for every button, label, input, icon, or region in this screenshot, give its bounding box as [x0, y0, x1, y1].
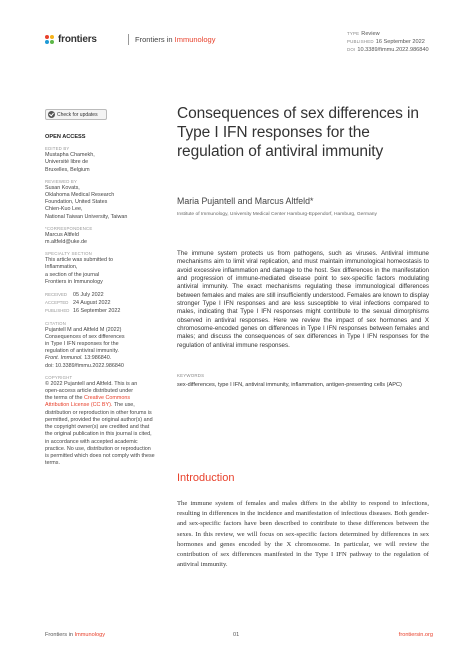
edited-by-line: Bruxelles, Belgium: [45, 166, 90, 173]
date-label: RECEIVED: [45, 292, 67, 298]
article-title: Consequences of sex differences in Type I IFN responses for the regulation of antiviral immunity: [177, 105, 419, 160]
reviewer-line: Chien-Kuo Lee,: [45, 206, 83, 213]
edited-by-section: [45, 146, 155, 174]
specialty-section: [45, 251, 155, 286]
citation-line: in Type I IFN responses for the: [45, 341, 119, 348]
footer-journal-accent: Immunology: [74, 632, 105, 638]
citation-journal-line: [45, 355, 155, 362]
specialty-label: SPECIALTY SECTION: [45, 251, 92, 257]
check-updates-label: Check for updates: [57, 111, 98, 118]
keywords-list: sex-differences, type I IFN, antiviral immunity, inflammation, antigen-presenting cells (APC): [177, 382, 402, 388]
copyright-line: the terms of the: [45, 395, 84, 402]
date-value: 16 September 2022: [73, 308, 121, 315]
date-value: 05 July 2022: [73, 292, 104, 299]
date-row: [45, 299, 155, 307]
type-value: Review: [361, 31, 380, 37]
article-authors: Maria Pujantell and Marcus Altfeld*: [177, 196, 314, 206]
correspondence-name: Marcus Altfeld: [45, 231, 79, 238]
cc-license-link[interactable]: Creative Commons Attribution License (CC BY).: [45, 395, 131, 409]
copyright-text: [45, 395, 155, 467]
citation-section: [45, 321, 155, 370]
date-value: 24 August 2022: [73, 300, 111, 307]
citation-label: CITATION: [45, 320, 67, 326]
journal-accent: Immunology: [174, 35, 216, 44]
edited-by-line: Mustapha Chamekh,: [45, 152, 95, 159]
published-value: 16 September 2022: [375, 39, 425, 45]
journal-name[interactable]: [135, 35, 215, 44]
keywords-label: KEYWORDS: [177, 373, 205, 378]
specialty-line: This article was submitted to: [45, 257, 114, 264]
frontiers-logo-icon: [45, 35, 55, 45]
reviewer-line: Susan Kovats,: [45, 184, 80, 191]
doi-value[interactable]: 10.3389/fimmu.2022.986840: [357, 47, 429, 53]
correspondence-section: [45, 226, 155, 246]
edited-by-label: EDITED BY: [45, 146, 70, 152]
citation-line: Consequences of sex differences: [45, 333, 125, 340]
reviewed-by-label: REVIEWED BY: [45, 178, 78, 184]
page-number: 01: [233, 632, 240, 638]
correspondence-email[interactable]: m.altfeld@uke.de: [45, 239, 88, 246]
introduction-text: The immune system of females and males differs in the ability to respond to infections, resulting in differences in the incidence and manifestation of infectious diseases. Both gender- and sex-specific factors have been described to contribute to these differences between the sexes. In this review, we will focus on sex-specific factors determined by differences in sex hormones and genes encoded by the X chromosome. In particular, we will review the contribution of sex differences manifested in the Type I IFN pathway to the regulation of antiviral immunity.: [177, 500, 429, 569]
introduction-heading: Introduction: [177, 472, 235, 484]
footer-site-link[interactable]: frontiersin.org: [398, 632, 433, 638]
reviewer-line: Oklahoma Medical Research: [45, 192, 115, 199]
article-meta: [347, 30, 467, 54]
edited-by-line: Université libre de: [45, 159, 89, 166]
logo-wordmark: frontiers: [58, 34, 97, 45]
article-sidebar: [45, 134, 155, 472]
reviewer-line: Foundation, United States: [45, 199, 108, 206]
citation-line: Pujantell M and Altfeld M (2022): [45, 326, 122, 333]
footer-journal[interactable]: [45, 632, 105, 638]
abstract-text: The immune system protects us from pathogens, such as viruses. Antiviral immune mechanisms aim to limit viral replication, and must maintain immunological homeostasis to avoid excessive inflammation and damage to the host. Sex differences in the manifestation and progression of immune-mediated disease point to sex-specific factors modulating antiviral immunity. The exact mechanisms regulating these immunological differences between females and males are still insufficiently understood. Females are known to display stronger Type I IFN responses and are less susceptible to viral infections compared to males, indicating that Type I IFN responses might contribute to the sexual dimorphisms observed in antiviral responses. Here we review the impact of sex hormones and X chromosome-encoded genes on differences in Type I IFN responses between females and males; and discuss the consequences of sex differences in Type I IFN responses for the regulation of antiviral immune responses.: [177, 250, 429, 349]
footer-journal-prefix: Frontiers in: [45, 632, 75, 638]
header-divider: [128, 34, 129, 45]
correspondence-label: *CORRESPONDENCE: [45, 225, 93, 231]
check-for-updates-button[interactable]: [45, 109, 107, 120]
specialty-line: Frontiers in Immunology: [45, 278, 103, 285]
author-affiliation: Institute of Immunology, University Medical Center Hamburg-Eppendorf, Hamburg, Germany: [177, 212, 377, 217]
frontiers-logo[interactable]: [45, 34, 97, 45]
copyright-body: The use, distribution or reproduction in other forums is permitted, provided the original author(s) and the copyright owner(s) are credited and that the original publication in this journal is cited, in accordance with accepted academic practice. No use, distribution or reproduction is permitted which does not comply with these terms.: [45, 402, 155, 467]
type-label: TYPE: [347, 31, 360, 36]
check-circle-icon: [48, 111, 55, 118]
open-access-label: OPEN ACCESS: [45, 134, 86, 140]
date-row: [45, 307, 155, 315]
citation-doi[interactable]: doi: 10.3389/fimmu.2022.986840: [45, 362, 124, 369]
copyright-line: open-access article distributed under: [45, 388, 134, 395]
journal-prefix: Frontiers in: [135, 35, 175, 44]
dates-section: [45, 291, 155, 316]
citation-line: regulation of antiviral immunity.: [45, 348, 119, 355]
doi-label: DOI: [347, 47, 356, 52]
date-label: PUBLISHED: [45, 308, 70, 314]
specialty-line: a section of the journal: [45, 271, 100, 278]
copyright-section: [45, 375, 155, 467]
date-row: [45, 291, 155, 299]
published-label: PUBLISHED: [347, 39, 374, 44]
reviewer-line: National Taiwan University, Taiwan: [45, 213, 128, 220]
date-label: ACCEPTED: [45, 300, 69, 306]
citation-journal: Front. Immunol.: [45, 355, 83, 362]
copyright-line: © 2022 Pujantell and Altfeld. This is an: [45, 380, 138, 387]
citation-volume: 13:986840.: [82, 355, 112, 362]
reviewed-by-section: [45, 179, 155, 221]
specialty-line: Inflammation,: [45, 264, 78, 271]
copyright-label: COPYRIGHT: [45, 374, 73, 380]
